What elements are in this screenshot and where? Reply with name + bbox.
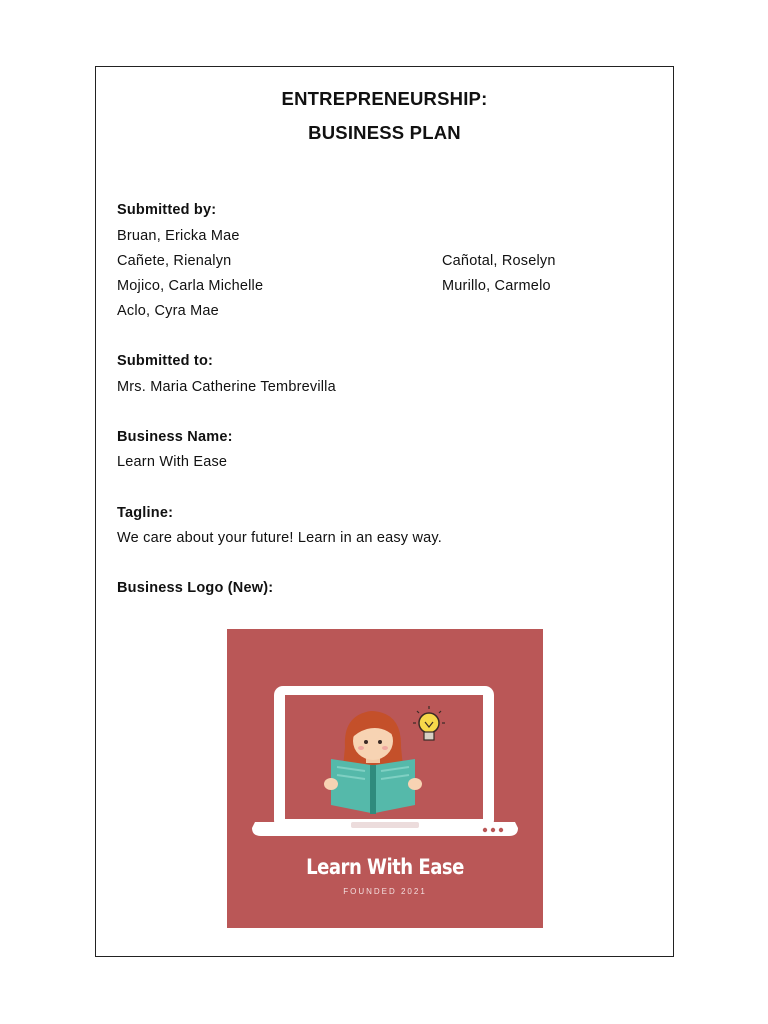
logo-business-name: Learn With Ease (306, 855, 464, 879)
business-logo (227, 629, 543, 928)
document-page (95, 66, 674, 957)
member-name: Cañete, Rienalyn (117, 253, 232, 269)
document-title-line2: BUSINESS PLAN (308, 122, 461, 143)
member-name: Bruan, Ericka Mae (117, 228, 240, 244)
member-name: Murillo, Carmelo (442, 278, 551, 294)
submitted-by-label: Submitted by: (117, 202, 217, 218)
tagline-value: We care about your future! Learn in an easy way. (117, 530, 443, 546)
business-logo-label: Business Logo (New): (117, 580, 274, 596)
member-name: Mojico, Carla Michelle (117, 278, 264, 294)
member-name: Cañotal, Roselyn (442, 253, 556, 269)
document-title-line1: ENTREPRENEURSHIP: (281, 88, 488, 109)
submitted-to-value: Mrs. Maria Catherine Tembrevilla (117, 379, 336, 395)
submitted-to-label: Submitted to: (117, 353, 214, 369)
business-name-label: Business Name: (117, 429, 233, 445)
logo-founded-text: FOUNDED 2021 (343, 887, 427, 896)
tagline-label: Tagline: (117, 505, 174, 521)
business-name-value: Learn With Ease (117, 454, 228, 470)
member-name: Aclo, Cyra Mae (117, 303, 219, 319)
